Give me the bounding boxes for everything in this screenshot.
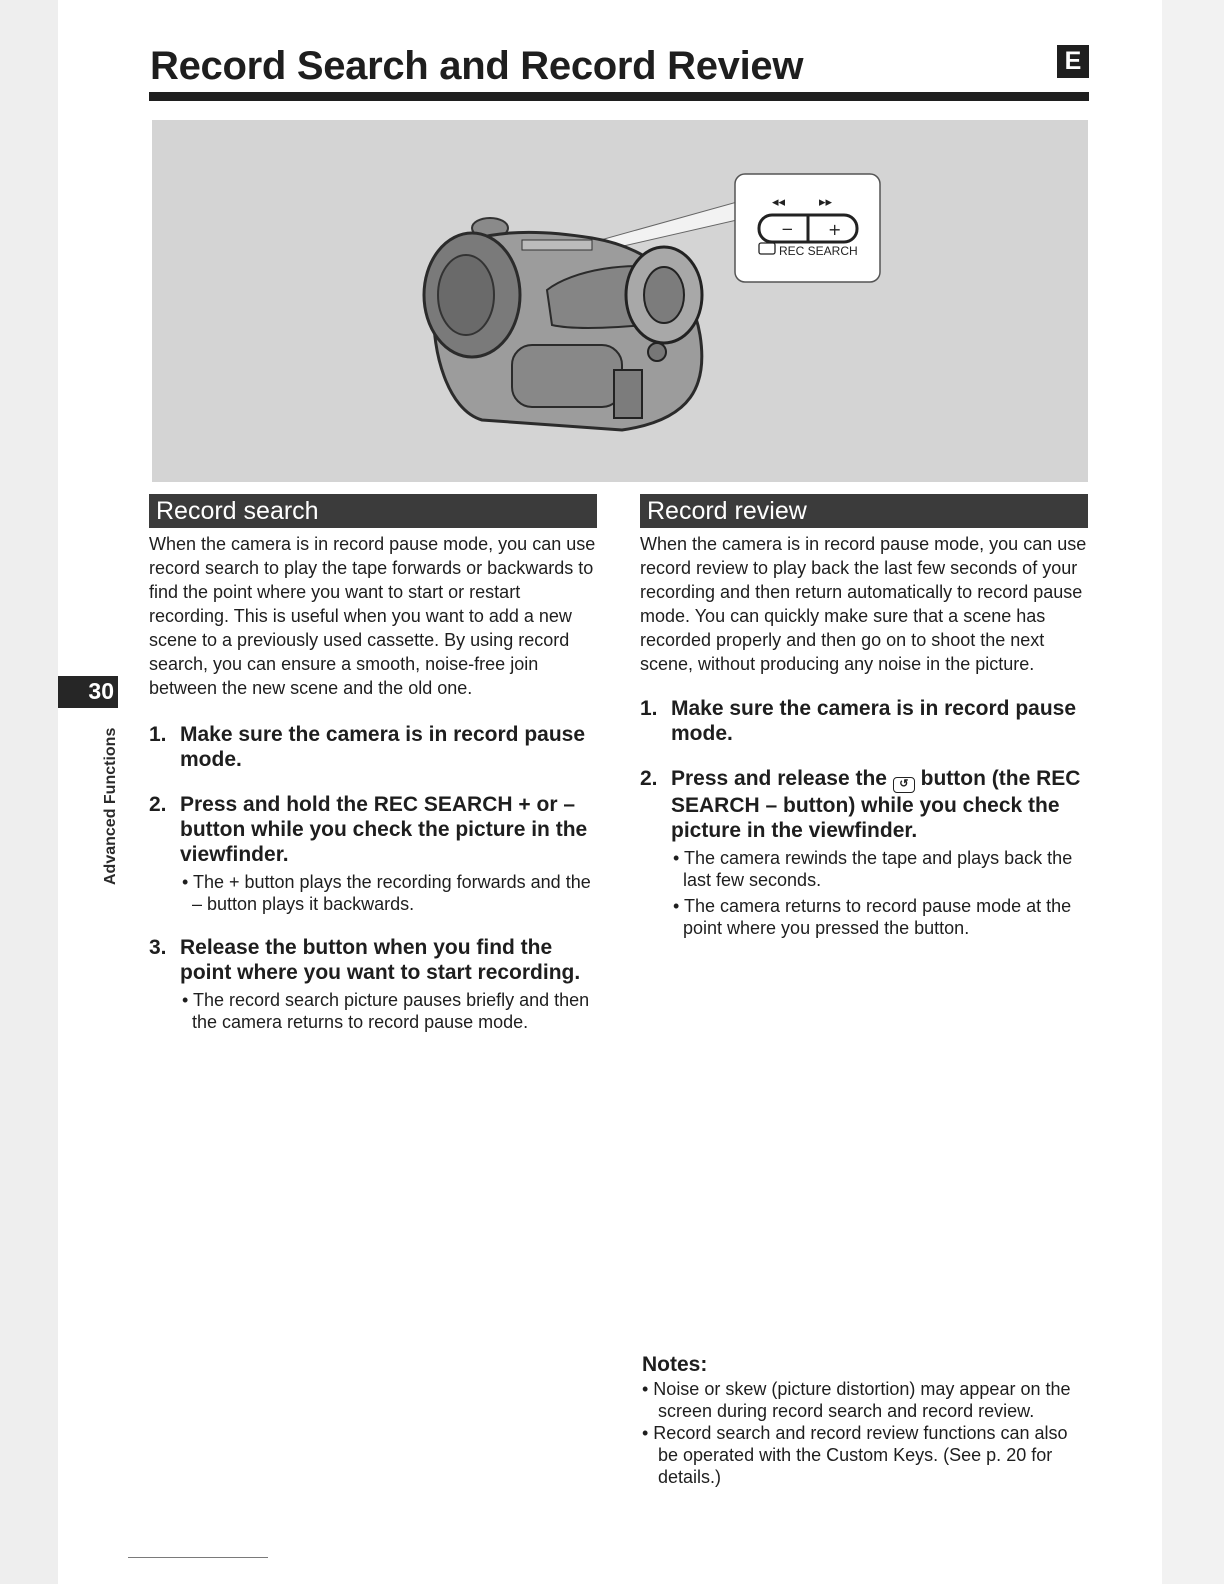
notes-title: Notes: — [642, 1353, 708, 1376]
record-search-step — [149, 935, 597, 1033]
camcorder-icon — [424, 218, 702, 430]
record-review-intro: When the camera is in record pause mode, you can use record review to play back the last few seconds of your recording and then return automatically to record pause mode. You can quickly make sure that a scene has recorded properly and then go on to shoot the next scene, without producing any noise in the picture. — [640, 534, 1087, 674]
step-title-before: Press and release the — [671, 767, 887, 790]
page-margin-left — [0, 0, 58, 1584]
footer-rule — [128, 1557, 268, 1558]
step-number: 2. — [149, 793, 167, 816]
step-bullet: • The camera returns to record pause mode at the point where you pressed the button. — [673, 896, 1072, 938]
step-title: Make sure the camera is in record pause mode. — [180, 723, 586, 771]
record-review-section — [640, 494, 1088, 939]
record-search-heading: Record search — [149, 494, 597, 528]
step-number: 1. — [149, 723, 167, 746]
rec-search-callout — [735, 174, 880, 282]
step-title: Press and hold the REC SEARCH + or – button while you check the picture in the viewfinder. — [180, 793, 588, 866]
language-badge: E — [1057, 45, 1089, 78]
step-number: 2. — [640, 767, 658, 790]
note-item: • Record search and record review functions can also be operated with the Custom Keys. (See p. 20 for details.) — [642, 1423, 1068, 1487]
note-item: • Noise or skew (picture distortion) may appear on the screen during record search and record review. — [642, 1379, 1071, 1421]
record-review-step — [640, 696, 1088, 746]
record-search-section — [149, 494, 597, 1033]
section-side-label: Advanced Functions — [102, 727, 119, 885]
record-review-button-icon: ↺ — [893, 777, 915, 793]
rewind-label: ◂◂ — [772, 195, 786, 210]
step-number: 3. — [149, 936, 167, 959]
step-title: Make sure the camera is in record pause mode. — [671, 697, 1077, 745]
step-number: 1. — [640, 697, 658, 720]
rec-search-plus: + — [828, 220, 842, 239]
step-bullet: • The + button plays the recording forwards and the – button plays it backwards. — [182, 872, 591, 914]
rec-search-minus: − — [781, 220, 794, 238]
record-search-intro: When the camera is in record pause mode, you can use record search to play the tape forwards or backwards to find the point where you want to start or restart recording. This is useful when you want to add a new scene to a previously used cassette. By using record search, you can ensure a smooth, noise-free join between the new scene and the old one. — [149, 534, 596, 698]
forward-label: ▸▸ — [819, 195, 833, 210]
notes-section — [642, 1352, 1092, 1488]
page-number-tab — [58, 676, 118, 708]
record-search-step — [149, 792, 597, 915]
step-title — [671, 766, 1088, 843]
record-review-step — [640, 766, 1088, 939]
camcorder-drawing — [152, 120, 1088, 482]
camcorder-illustration — [152, 120, 1088, 482]
step-title: Release the button when you find the point where you want to start recording. — [180, 936, 581, 984]
step-bullet: • The camera rewinds the tape and plays back the last few seconds. — [673, 848, 1073, 890]
record-review-heading: Record review — [640, 494, 1088, 528]
record-search-step — [149, 722, 597, 772]
page-number: 30 — [88, 678, 114, 704]
step-title-after: button (the REC SEARCH – button) while you check the picture in the viewfinder. — [671, 767, 1081, 842]
page-title: Record Search and Record Review — [150, 44, 804, 88]
rec-search-caption: REC SEARCH — [779, 244, 858, 258]
step-bullet: • The record search picture pauses briefly and then the camera returns to record pause mode. — [182, 990, 590, 1032]
title-rule — [149, 92, 1089, 101]
page-margin-right — [1162, 0, 1224, 1584]
